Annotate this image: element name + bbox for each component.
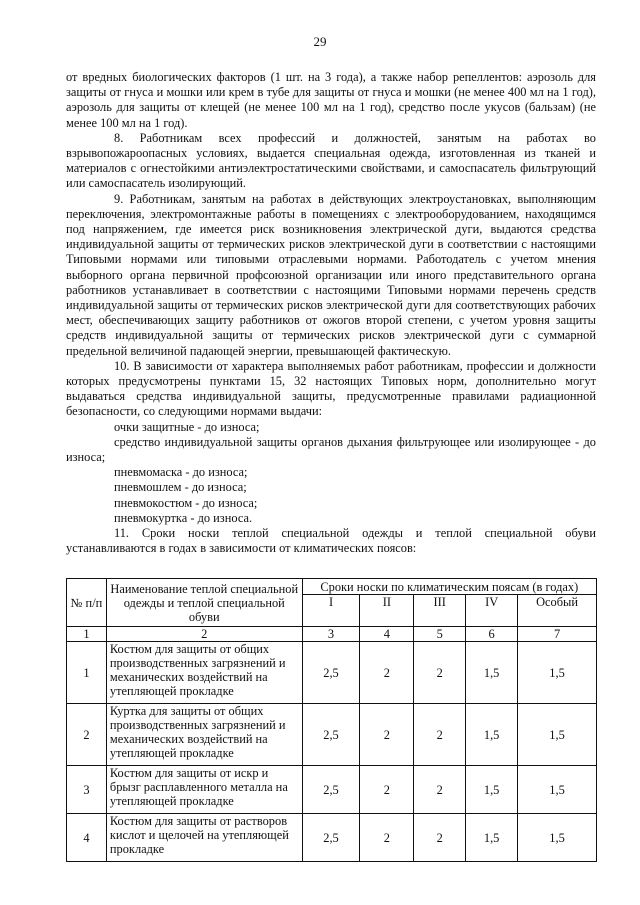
column-number: 4: [360, 627, 414, 642]
header-climate-zone: IV: [466, 595, 518, 627]
row-number: 2: [67, 704, 107, 766]
paragraph: пневмошлем - до износа;: [114, 480, 247, 495]
header-climate-zone: III: [414, 595, 466, 627]
paragraph: средство индивидуальной защиты органов дыхания фильтрующее или изолирующее - до износа;: [66, 434, 596, 465]
header-climate-zone: I: [302, 595, 360, 627]
header-wear-terms: Сроки носки по климатическим поясам (в годах): [302, 579, 596, 595]
row-number: 3: [67, 766, 107, 814]
wear-term-value: 2,5: [302, 642, 360, 704]
paragraph: очки защитные - до износа;: [114, 419, 260, 434]
wear-term-value: 2: [414, 704, 466, 766]
table-row: [67, 766, 597, 814]
paragraph: 8. Работникам всех профессий и должностей, занятым на работах во взрывопожароопасных условиях, выдается специальная одежда, изготовленная из тканей и материалов с огнестойкими антиэлектростатическими свойствами, и самоспасатель фильтрующий или самоспасатель изолирующий.: [66, 130, 596, 191]
page-number: 29: [313, 34, 327, 49]
header-climate-zone: Особый: [518, 595, 597, 627]
wear-term-value: 2: [360, 814, 414, 862]
paragraph: 9. Работникам, занятым на работах в действующих электроустановках, выполняющим переключения, электромонтажные работы в помещениях с электрооборудованием, находящимся под напряжением, где имеется риск возникновения электрической дуги, выдаются средства индивидуальной защиты от термических рисков электрической дуги в соответствии с настоящими Типовыми нормами или типовыми отраслевыми нормами. Работодатель с учетом мнения выборного органа первичной профсоюзной организации или иного представительного органа работников устанавливает в соответствии с настоящими Типовыми нормами перечень средств индивидуальной защиты от термических рисков электрической дуги для соответствующих рабочих мест, обеспечивающих защиту работников от ожогов второй степени, с учетом уровня защиты средств индивидуальной защиты от термических рисков электрической дуги с суммарной предельной величиной падающей энергии, превышающей фактическую.: [66, 191, 596, 358]
wear-term-value: 1,5: [466, 704, 518, 766]
column-number: 5: [414, 627, 466, 642]
wear-term-value: 2: [360, 642, 414, 704]
paragraph: пневмокуртка - до износа.: [114, 510, 253, 525]
wear-term-value: 2: [414, 814, 466, 862]
header-number: № п/п: [67, 579, 107, 627]
column-number: 3: [302, 627, 360, 642]
wear-term-value: 1,5: [518, 766, 597, 814]
row-number: 1: [67, 642, 107, 704]
paragraph: пневмокостюм - до износа;: [114, 495, 258, 510]
wear-term-value: 2,5: [302, 704, 360, 766]
paragraph: 10. В зависимости от характера выполняемых работ работникам, профессии и должности которых предусмотрены пунктами 15, 32 настоящих Типовых норм, дополнительно могут выдаваться средства индивидуальной защиты, предусмотренные правилами радиационной безопасности, со следующими нормами выдачи:: [66, 358, 596, 419]
wear-term-value: 2,5: [302, 766, 360, 814]
paragraph: от вредных биологических факторов (1 шт. на 3 года), а также набор репеллентов: аэрозоль для защиты от гнуса и мошки или крем в тубе для защиты от гнуса и мошки (не менее 400 мл на 1 год), аэрозоль для защиты от клещей (не менее 100 мл на 1 год), средство после укусов (бальзам) (не менее 100 мл на 1 год).: [66, 70, 596, 130]
document-body: [66, 70, 596, 557]
clothing-wear-terms-table: [66, 578, 597, 862]
column-number: 7: [518, 627, 597, 642]
wear-term-value: 2: [414, 766, 466, 814]
table-row: [67, 642, 597, 704]
wear-term-value: 2: [360, 766, 414, 814]
wear-term-value: 1,5: [518, 642, 597, 704]
header-climate-zone: II: [360, 595, 414, 627]
paragraph: пневмомаска - до износа;: [114, 465, 248, 480]
column-number: 1: [67, 627, 107, 642]
item-name: Костюм для защиты от общих производственных загрязнений и механических воздействий на утепляющей прокладке: [106, 642, 302, 704]
item-name: Куртка для защиты от общих производственных загрязнений и механических воздействий на утепляющей прокладке: [106, 704, 302, 766]
wear-term-value: 2,5: [302, 814, 360, 862]
wear-term-value: 2: [414, 642, 466, 704]
wear-term-value: 1,5: [518, 704, 597, 766]
item-name: Костюм для защиты от растворов кислот и щелочей на утепляющей прокладке: [106, 814, 302, 862]
wear-term-value: 2: [360, 704, 414, 766]
column-number: 6: [466, 627, 518, 642]
wear-term-value: 1,5: [466, 766, 518, 814]
wear-term-value: 1,5: [518, 814, 597, 862]
table-row: [67, 704, 597, 766]
paragraph: 11. Сроки носки теплой специальной одежды и теплой специальной обуви устанавливаются в годах в зависимости от климатических поясов:: [66, 526, 596, 556]
wear-term-value: 1,5: [466, 814, 518, 862]
item-name: Костюм для защиты от искр и брызг расплавленного металла на утепляющей прокладке: [106, 766, 302, 814]
header-item-name: Наименование теплой специальной одежды и теплой специальной обуви: [106, 579, 302, 627]
wear-term-value: 1,5: [466, 642, 518, 704]
column-number: 2: [106, 627, 302, 642]
table-row: [67, 814, 597, 862]
row-number: 4: [67, 814, 107, 862]
